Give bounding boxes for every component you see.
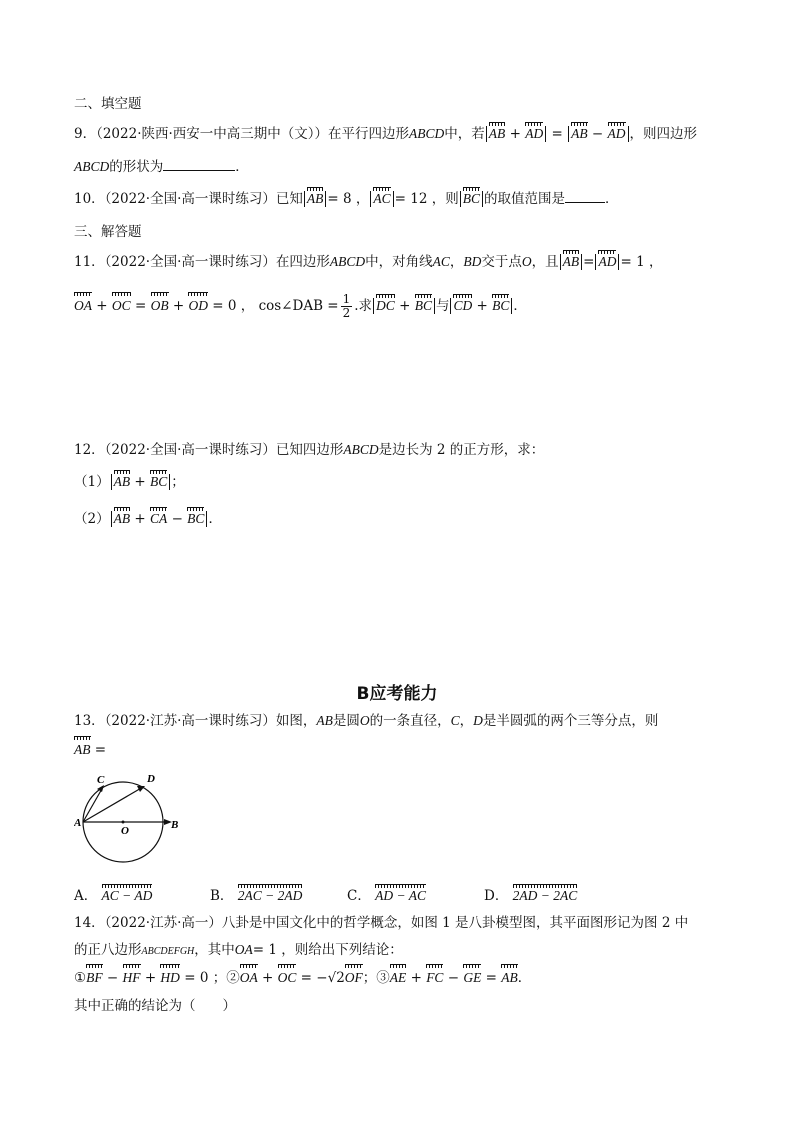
q11-text5: ，且	[531, 254, 559, 270]
q11-source: （2022·全国·高一课时练习）	[104, 254, 276, 270]
q14-c1-vec-hd: HD	[160, 968, 180, 988]
q13-c: C	[450, 713, 460, 728]
q10-end: ．	[604, 191, 619, 207]
q11-vec-ad: AD	[598, 254, 617, 269]
q14-c1-plus: +	[144, 970, 157, 986]
q9-quad2: ABCD	[74, 159, 110, 174]
q11-diag-bd: BD	[463, 254, 482, 269]
q11-vec-ab: AB	[562, 254, 580, 269]
question-12-part2	[74, 509, 222, 529]
q12-part2-label: （2）	[74, 511, 110, 527]
q12-p1-plus: +	[134, 474, 146, 490]
q9-source: （2022·陕西·西安一中高三期中（文））	[96, 126, 329, 142]
q13-source: （2022·江苏·高一课时练习）	[104, 713, 276, 729]
q9-text3: ，则四边形	[629, 126, 698, 142]
q10-abs-ac	[370, 191, 393, 207]
q14-c3-vec-fc: FC	[426, 968, 443, 988]
q14-text1: 八卦是中国文化中的哲学概念，如图 1 是八卦模型图，其平面图形记为图 2 中	[221, 915, 689, 931]
q11-vec-bc: BC	[414, 298, 432, 313]
question-14-conclusions	[74, 968, 531, 988]
q9-number: 9．	[74, 126, 97, 142]
q14-c2-eq: = −√2	[300, 970, 345, 986]
section-heading-b: B应考能力	[356, 684, 438, 704]
q11-vec-dc: DC	[376, 298, 395, 313]
q12-part2-abs	[111, 511, 208, 527]
q12-part1-label: （1）	[74, 474, 110, 490]
q11-text3: ，	[449, 254, 464, 270]
q12-p2-end: ．	[208, 511, 222, 527]
q10-vec-ac: AC	[373, 191, 391, 206]
q9-vec-ad: AD	[525, 126, 544, 141]
q11-frac-den: 2	[342, 306, 351, 320]
question-13-line2	[74, 740, 106, 760]
q14-c3-end: ．	[517, 970, 532, 986]
q14-c2-vec-oc: OC	[278, 968, 297, 988]
q14-c2-vec-of: OF	[345, 968, 363, 988]
q12-p2-vec-ca: CA	[150, 511, 168, 526]
q9-vec-ab2: AB	[571, 126, 588, 141]
q9-minus: −	[591, 126, 604, 142]
label-d: D	[147, 773, 155, 785]
q9-vec-ab: AB	[488, 126, 506, 141]
q13-text3: 的一条直径，	[369, 713, 451, 729]
q11-and: 与	[435, 298, 450, 314]
q10-abs-bc	[460, 191, 483, 207]
q11-abs-1	[373, 298, 435, 314]
q10-vec-ab: AB	[306, 191, 324, 206]
choice-d-label: D．	[484, 888, 509, 904]
q11-text4: 交于点	[481, 254, 522, 270]
q14-c3-minus: −	[447, 970, 460, 986]
label-o: O	[121, 825, 129, 837]
label-b: B	[171, 819, 179, 831]
q13-choice-d[interactable]	[484, 884, 577, 904]
q14-c3-plus: +	[410, 970, 422, 986]
q11-eq: =	[583, 254, 595, 270]
q9-text2: 中，若	[444, 126, 485, 142]
question-11-line2	[74, 293, 527, 320]
q11-quad: ABCD	[329, 254, 366, 269]
q14-c3-vec-ae: AE	[390, 968, 407, 988]
q11-vec-od: OD	[188, 296, 208, 316]
q10-vec-bc: BC	[462, 191, 480, 206]
q11-eq1: = 1 ，	[620, 254, 663, 270]
q11-plus1: +	[96, 298, 108, 314]
q11-abs-2	[450, 298, 512, 314]
q11-eq2: =	[134, 298, 147, 314]
q12-p2-minus: −	[171, 511, 183, 527]
q13-choice-a[interactable]	[74, 884, 152, 904]
q13-number: 13．	[74, 713, 105, 729]
q9-eq: =	[551, 126, 563, 142]
q12-p2-vec-bc: BC	[187, 511, 205, 526]
q14-c1-mark: ①	[74, 970, 87, 986]
question-10	[74, 189, 618, 209]
q14-c1-vec-bf: BF	[86, 968, 103, 988]
q12-number: 12．	[74, 442, 105, 458]
q9-answer-blank[interactable]	[163, 158, 235, 171]
q10-number: 10．	[74, 191, 105, 207]
q14-c3-vec-ge: GE	[463, 968, 481, 988]
q13-vec-ab: AB	[74, 740, 91, 760]
q13-text1: 如图，	[275, 713, 317, 729]
q14-source: （2022·江苏·高一）	[104, 915, 222, 931]
question-14-line2	[74, 940, 403, 962]
q12-p2-plus: +	[134, 511, 146, 527]
question-9-line1	[74, 124, 697, 144]
q11-vec-bc2: BC	[492, 298, 510, 313]
q11-plus3: +	[399, 298, 411, 314]
q9-text4: 的形状为	[109, 159, 164, 175]
question-14-line1	[74, 913, 688, 933]
q11-point-o: O	[521, 254, 532, 269]
q13-choice-b[interactable]	[210, 884, 302, 904]
q10-abs-ab	[304, 191, 327, 207]
q11-diag-ac: AC	[432, 254, 450, 269]
choice-b-expr: 2AC − 2AD	[237, 888, 303, 903]
q14-c2-vec-oa: OA	[240, 968, 258, 988]
choice-a-label: A．	[74, 888, 98, 904]
question-13-line1	[74, 711, 658, 731]
q12-p1-vec-ab: AB	[113, 474, 131, 489]
q9-vec-ad2: AD	[607, 126, 626, 141]
section-heading-fill-in: 二、填空题	[74, 96, 142, 112]
q11-abs-ad	[595, 254, 619, 270]
q11-cos: cos∠DAB =	[258, 298, 339, 314]
center-dot	[122, 821, 125, 824]
q14-c2-end: ；	[362, 970, 377, 986]
q11-vec-cd: CD	[453, 298, 473, 313]
q14-c1-end: = 0 ；	[184, 970, 227, 986]
q9-text1: 在平行四边形	[328, 126, 410, 142]
q14-c2-plus: +	[262, 970, 274, 986]
choice-d-expr: 2AD − 2AC	[512, 888, 578, 903]
q12-text2: 是边长为 2 的正方形，求：	[378, 442, 545, 458]
q14-c1-minus: −	[106, 970, 119, 986]
q11-zero: = 0 ，	[212, 298, 255, 314]
q13-ab: AB	[316, 713, 333, 728]
q14-c3-eq: =	[485, 970, 497, 986]
q11-vec-oa: OA	[74, 296, 92, 316]
q11-abs-ab	[560, 254, 583, 270]
q9-abs-right	[568, 126, 628, 142]
q9-abs-left	[486, 126, 546, 142]
q12-part1-abs	[111, 474, 171, 490]
q11-vec-oc: OC	[112, 296, 131, 316]
q14-c2-mark: ②	[226, 970, 240, 986]
q14-number: 14．	[74, 915, 105, 931]
q13-d: D	[473, 713, 483, 728]
q13-text5: 是半圆弧的两个三等分点，则	[482, 713, 659, 729]
q14-c1-vec-hf: HF	[123, 968, 141, 988]
q9-plus: +	[509, 126, 521, 142]
arrow-d	[137, 786, 145, 792]
q13-o: O	[359, 713, 370, 728]
segment-ad	[83, 787, 143, 822]
question-9-line2	[74, 157, 249, 177]
label-a: A	[74, 817, 82, 829]
q10-answer-blank[interactable]	[565, 190, 605, 203]
q13-text2: 是圆	[332, 713, 360, 729]
q11-fraction	[341, 293, 353, 320]
question-12	[74, 440, 544, 460]
q9-end: ．	[235, 159, 249, 175]
q13-text4: ，	[459, 713, 474, 729]
q14-oa: OA	[234, 942, 253, 957]
q11-plus4: +	[476, 298, 488, 314]
q10-source: （2022·全国·高一课时练习）	[104, 191, 276, 207]
q13-circle-diagram	[74, 768, 194, 874]
question-14-prompt: 其中正确的结论为（ ）	[74, 998, 236, 1014]
q14-text2b: ，其中	[194, 942, 235, 958]
q11-text2: 中，对角线	[365, 254, 433, 270]
q13-choice-c[interactable]	[347, 884, 426, 904]
section-heading-answer: 三、解答题	[74, 224, 142, 240]
q12-source: （2022·全国·高一课时练习）	[104, 442, 276, 458]
q14-polygon: ABCDEFGH	[141, 946, 195, 957]
choice-c-expr: AD − AC	[375, 888, 427, 903]
q11-plus2: +	[172, 298, 185, 314]
choice-c-label: C．	[347, 888, 371, 904]
label-c: C	[97, 774, 105, 786]
q10-eq1: = 8 ，	[327, 191, 370, 207]
q14-c3-vec-ab: AB	[501, 968, 518, 988]
q14-c3-mark: ③	[376, 970, 390, 986]
q11-text1: 在四边形	[275, 254, 330, 270]
choice-b-label: B．	[210, 888, 234, 904]
q14-text2a: 的正八边形	[74, 942, 142, 958]
q12-p1-end: ；	[171, 474, 185, 490]
q14-text2c: = 1 ，则给出下列结论：	[252, 942, 403, 958]
q12-p1-vec-bc: BC	[150, 474, 168, 489]
q11-end: ．	[513, 298, 527, 314]
q12-p2-vec-ab: AB	[113, 511, 131, 526]
q10-eq2: = 12 ，则	[394, 191, 459, 207]
question-12-part1	[74, 472, 185, 492]
q12-text1: 已知四边形	[275, 442, 344, 458]
q10-text1: 已知	[275, 191, 303, 207]
q11-ask: .求	[354, 298, 373, 314]
q12-quad: ABCD	[343, 442, 379, 457]
choice-a-expr: AC − AD	[101, 888, 153, 903]
q11-number: 11．	[74, 254, 105, 270]
q10-text2: 的取值范围是	[483, 191, 565, 207]
q9-quad: ABCD	[409, 126, 445, 141]
q11-vec-ob: OB	[151, 296, 169, 316]
q13-eq: =	[94, 742, 107, 758]
q11-frac-num: 1	[342, 292, 351, 306]
question-11-line1	[74, 252, 662, 272]
